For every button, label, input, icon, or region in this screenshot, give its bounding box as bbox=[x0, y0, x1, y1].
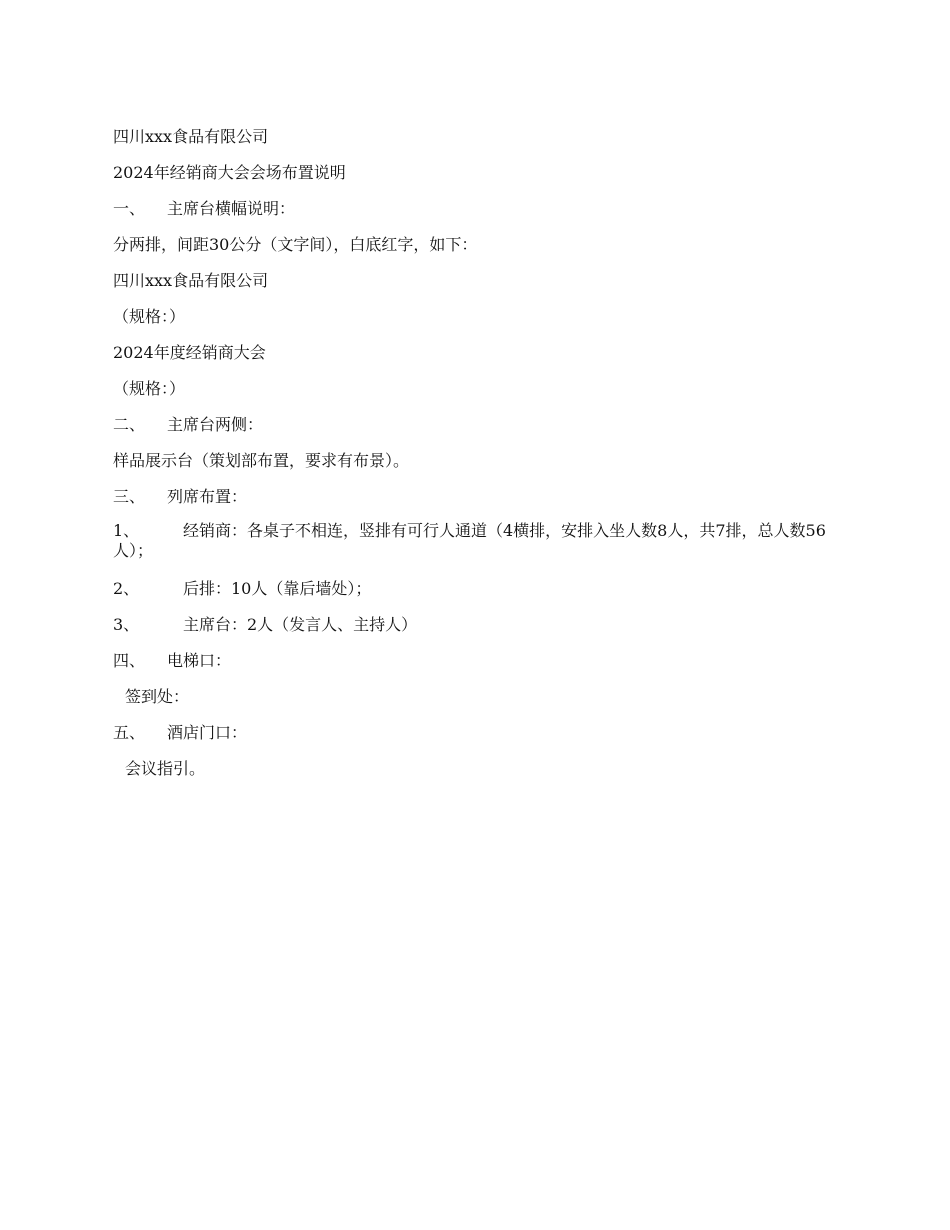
document-title: 2024年经销商大会会场布置说明 bbox=[113, 163, 346, 182]
company-name: 四川xxx食品有限公司 bbox=[113, 127, 269, 146]
section-heading-2 bbox=[113, 413, 833, 437]
section-5-description: 会议指引。 bbox=[125, 759, 206, 778]
section-number: 四、 bbox=[113, 651, 146, 670]
section-number: 二、 bbox=[113, 415, 146, 434]
section-4-description: 签到处： bbox=[125, 687, 190, 706]
section-title: 主席台横幅说明： bbox=[167, 199, 296, 218]
list-item bbox=[113, 577, 833, 601]
section-2-description: 样品展示台（策划部布置，要求有布景）。 bbox=[113, 451, 410, 470]
section-number: 一、 bbox=[113, 199, 146, 218]
section-title: 电梯口： bbox=[167, 651, 232, 670]
list-item-number: 1、 bbox=[113, 521, 140, 540]
section-1-description: 分两排，间距30公分（文字间），白底红字，如下： bbox=[113, 235, 478, 254]
list-item-number: 3、 bbox=[113, 615, 140, 634]
banner-line-1: 四川xxx食品有限公司 bbox=[113, 271, 269, 290]
list-item-text: 主席台：2人（发言人、主持人） bbox=[183, 615, 418, 634]
section-number: 三、 bbox=[113, 487, 146, 506]
section-heading-5 bbox=[113, 721, 833, 745]
section-heading-3 bbox=[113, 485, 833, 509]
list-item-number: 2、 bbox=[113, 579, 140, 598]
banner-spec-2: （规格：） bbox=[113, 379, 186, 398]
section-title: 酒店门口： bbox=[167, 723, 248, 742]
section-title: 列席布置： bbox=[167, 487, 248, 506]
banner-line-2: 2024年度经销商大会 bbox=[113, 343, 266, 362]
list-item bbox=[113, 613, 833, 637]
list-item bbox=[113, 521, 833, 561]
banner-spec-1: （规格：） bbox=[113, 307, 186, 326]
list-item-text: 经销商：各桌子不相连，竖排有可行人通道（4横排，安排入坐人数8人，共7排，总人数56人）； bbox=[113, 521, 826, 560]
section-heading-4 bbox=[113, 649, 833, 673]
document-body bbox=[113, 125, 833, 793]
section-heading-1 bbox=[113, 197, 833, 221]
list-item-text: 后排：10人（靠后墙处）； bbox=[183, 579, 372, 598]
section-number: 五、 bbox=[113, 723, 146, 742]
section-title: 主席台两侧： bbox=[167, 415, 264, 434]
